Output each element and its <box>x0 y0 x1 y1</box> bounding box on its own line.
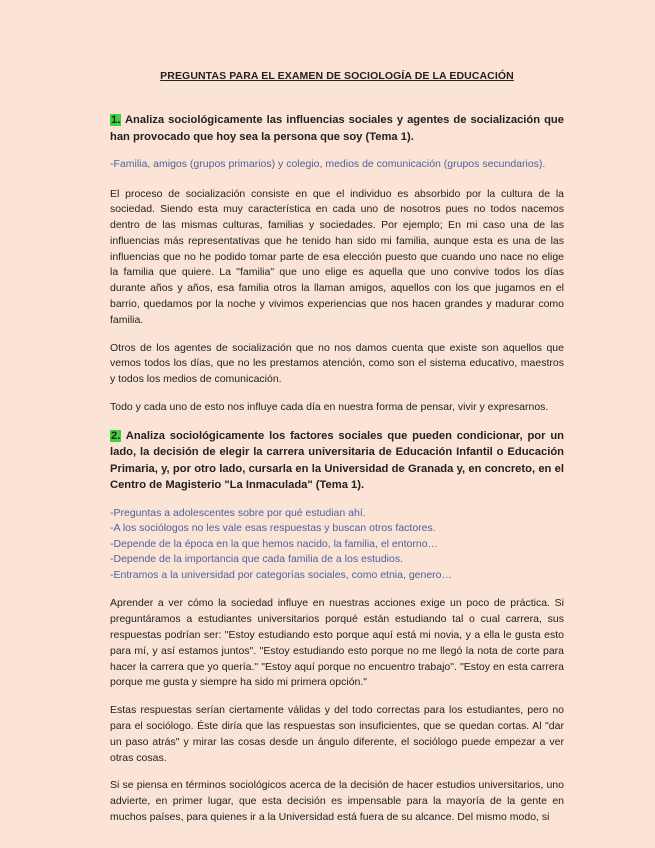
question-1-hint: -Familia, amigos (grupos primarios) y colegio, medios de comunicación (grupos secundarios). <box>110 158 546 170</box>
hint-item: -A los sociólogos no les vale esas respuestas y buscan otros factores. <box>110 522 436 535</box>
hint-item: -Depende de la importancia que cada familia de a los estudios. <box>110 553 404 566</box>
question-2-text: Analiza sociológicamente los factores sociales que pueden condicionar, por un lado, la decisión de elegir la carrera universitaria de Educación Infantil o Educación Primaria, y, por otro lado, cursarla en la Universidad de Granada y, en concreto, en el Centro de Magisterio "La Inmaculada" (Tema 1). <box>110 429 564 492</box>
q2-paragraph-3: Si se piensa en términos sociológicos acerca de la decisión de hacer estudios universitarios, uno advierte, en primer lugar, que esta decisión es impensable para la mayoría de la gente en muchos países, para quienes ir a la Universidad está fuera de su alcance. Del mismo modo, si <box>110 779 564 823</box>
q2-paragraph-1: Aprender a ver cómo la sociedad influye en nuestras acciones exige un poco de práctica. Si preguntáramos a estudiantes universitarios porqué están estudiando tal o cual carrera, sus respuestas podrían ser: "Estoy estudiando esto porque aquí está mi novia, y a ella le gusta esto para mí, y así estamos juntos". "Estoy estudiando esto porque no me llegó la nota de corte para hacer la carrera que yo quería." "Estoy aquí porque no encuentro trabajo". "Estoy en esta carrera porque me gusta y siempre ha sido mi primera opción." <box>110 597 564 689</box>
question-1-number: 1. <box>111 114 121 126</box>
question-1 <box>110 112 564 145</box>
question-1-text: Analiza sociológicamente las influencias sociales y agentes de socialización que han provocado que hoy sea la persona que soy (Tema 1). <box>110 114 564 143</box>
page-title: PREGUNTAS PARA EL EXAMEN DE SOCIOLOGÍA DE LA EDUCACIÓN <box>160 70 514 82</box>
question-2 <box>110 428 564 494</box>
q1-paragraph-2: Otros de los agentes de socialización que no nos damos cuenta que existe son aquellos que vemos todos los días, que no les prestamos atención, como son el sistema educativo, maestros y todos los medios de comunicación. <box>110 341 564 386</box>
hint-item: -Entramos a la universidad por categorías sociales, como etnia, genero… <box>110 568 453 581</box>
question-2-hints <box>110 506 564 584</box>
document-page <box>110 70 564 838</box>
q1-paragraph-1: El proceso de socialización consiste en que el individuo es absorbido por la cultura de la sociedad. Siendo esta muy característica en cada uno de nosotros pues no todos nacemos dentro de las mismas culturas, familias y sociedades. Por ejemplo; En mi caso una de las influencias más representativas que he tenido han sido mi familia, aunque esta es una de las influencias que no he podido tomar parte de esa elección puesto que cuando uno nace no elige la familia que quiere. La "familia" que uno elige es aquella que uno convive todos los días durante años y años, esa familia otros la llaman amigos, aquellos con los que jugamos en el barrio, quedamos por la noche y vivimos experiencias que nos hacen grandes y madurar como familia. <box>110 187 564 326</box>
hint-item: -Preguntas a adolescentes sobre por qué estudian ahí. <box>110 506 366 519</box>
question-2-number: 2. <box>111 429 121 442</box>
hint-item: -Depende de la época en la que hemos nacido, la familia, el entorno… <box>110 537 439 550</box>
q1-paragraph-3: Todo y cada uno de esto nos influye cada día en nuestra forma de pensar, vivir y expresarnos. <box>110 401 549 414</box>
q2-paragraph-2: Estas respuestas serían ciertamente válidas y del todo correctas para los estudiantes, pero no para el sociólogo. Éste diría que las respuestas son insuficientes, que se quedan cortas. Al "dar un paso atrás" y mirar las cosas desde un ángulo diferente, el sociólogo puede empezar a ver otras cosas. <box>110 704 564 764</box>
